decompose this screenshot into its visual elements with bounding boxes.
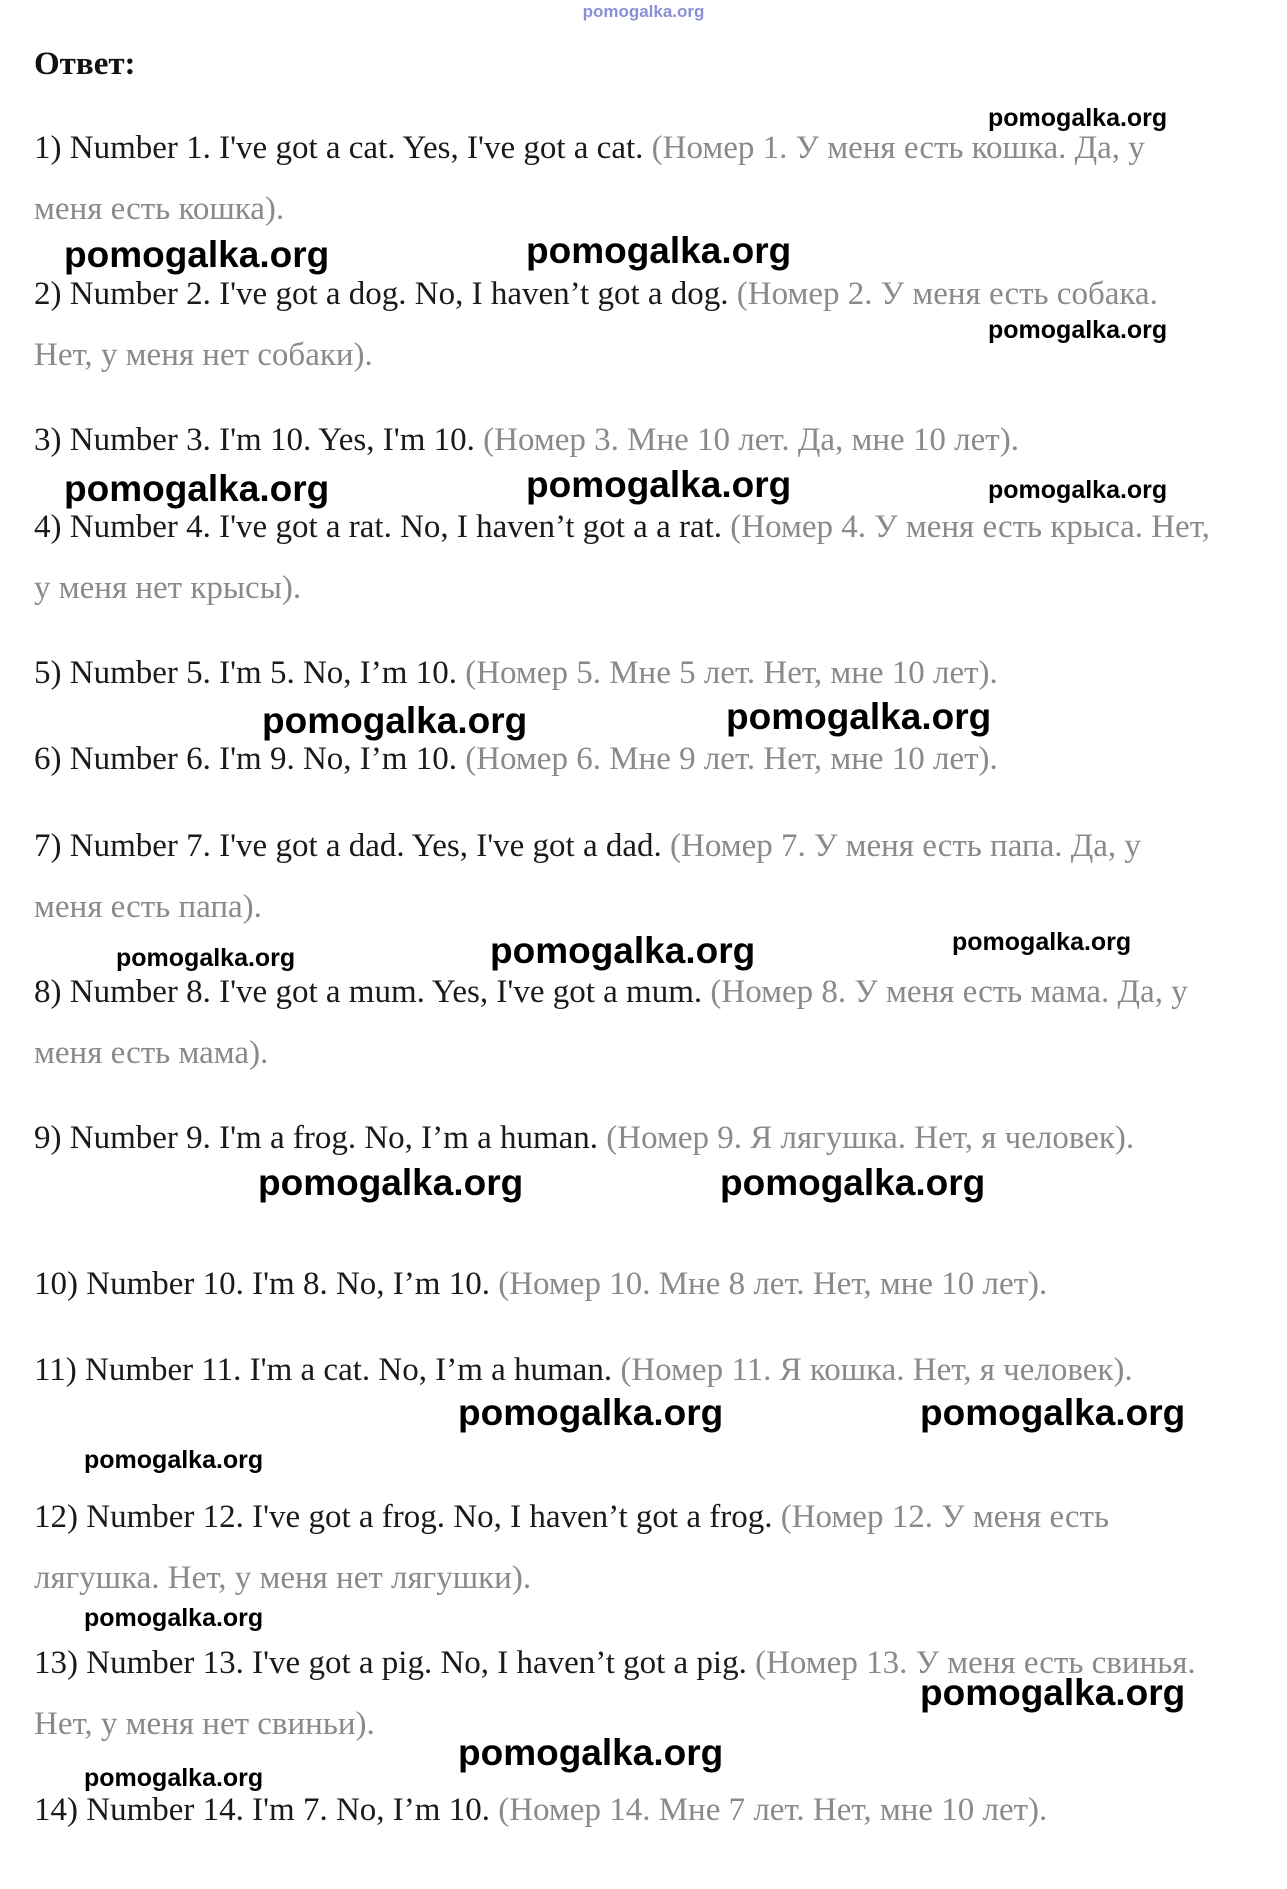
answer-item-9: 9) Number 9. I'm a frog. No, I’m a human. (Номер 9. Я лягушка. Нет, я человек). <box>34 1120 1135 1156</box>
watermark: pomogalka.org <box>920 1392 1186 1433</box>
watermark: pomogalka.org <box>84 1604 264 1632</box>
watermark: pomogalka.org <box>720 1162 986 1203</box>
watermark: pomogalka.org <box>84 1764 264 1792</box>
answer-heading: Ответ: <box>34 46 136 82</box>
watermark: pomogalka.org <box>258 1162 524 1203</box>
watermark: pomogalka.org <box>84 1446 264 1474</box>
answer-item-1: 1) Number 1. I've got a cat. Yes, I've got a cat. (Номер 1. У меня есть кошка. Да, у меня есть кошка). <box>34 130 1145 227</box>
watermark: pomogalka.org <box>458 1392 724 1433</box>
answer-item-6: 6) Number 6. I'm 9. No, I’m 10. (Номер 6. Мне 9 лет. Нет, мне 10 лет). <box>34 741 998 777</box>
watermark: pomogalka.org <box>526 230 792 271</box>
watermark: pomogalka.org <box>988 476 1168 504</box>
answer-item-10: 10) Number 10. I'm 8. No, I’m 10. (Номер 10. Мне 8 лет. Нет, мне 10 лет). <box>34 1266 1048 1302</box>
answer-item-2: 2) Number 2. I've got a dog. No, I haven’t got a dog. (Номер 2. У меня есть собака. Нет, у меня нет собаки). <box>34 276 1158 373</box>
answer-item-14: 14) Number 14. I'm 7. No, I’m 10. (Номер 14. Мне 7 лет. Нет, мне 10 лет). <box>34 1792 1048 1828</box>
answer-item-4: 4) Number 4. I've got a rat. No, I haven’t got a a rat. (Номер 4. У меня есть крыса. Нет, у меня нет крысы). <box>34 509 1210 606</box>
header-watermark: pomogalka.org <box>582 2 705 21</box>
answer-item-8: 8) Number 8. I've got a mum. Yes, I've got a mum. (Номер 8. У меня есть мама. Да, у меня есть мама). <box>34 974 1188 1071</box>
watermark: pomogalka.org <box>262 700 528 741</box>
watermark: pomogalka.org <box>726 696 992 737</box>
watermark: pomogalka.org <box>64 468 330 509</box>
answer-item-5: 5) Number 5. I'm 5. No, I’m 10. (Номер 5. Мне 5 лет. Нет, мне 10 лет). <box>34 655 998 691</box>
answer-item-7: 7) Number 7. I've got a dad. Yes, I've got a dad. (Номер 7. У меня есть папа. Да, у меня есть папа). <box>34 828 1141 925</box>
watermark: pomogalka.org <box>116 944 296 972</box>
watermark: pomogalka.org <box>988 316 1168 344</box>
answer-item-12: 12) Number 12. I've got a frog. No, I haven’t got a frog. (Номер 12. У меня есть лягушка. Нет, у меня нет лягушки). <box>34 1499 1110 1596</box>
watermark: pomogalka.org <box>526 464 792 505</box>
answer-item-13: 13) Number 13. I've got a pig. No, I haven’t got a pig. (Номер 13. У меня есть свинья. Нет, у меня нет свиньи). <box>34 1645 1196 1742</box>
answer-item-11: 11) Number 11. I'm a cat. No, I’m a human. (Номер 11. Я кошка. Нет, я человек). <box>34 1352 1133 1388</box>
answer-item-3: 3) Number 3. I'm 10. Yes, I'm 10. (Номер 3. Мне 10 лет. Да, мне 10 лет). <box>34 422 1019 458</box>
watermark: pomogalka.org <box>952 928 1132 956</box>
watermark: pomogalka.org <box>920 1672 1186 1713</box>
watermark: pomogalka.org <box>490 930 756 971</box>
watermark: pomogalka.org <box>988 104 1168 132</box>
watermark: pomogalka.org <box>64 234 330 275</box>
watermark: pomogalka.org <box>458 1732 724 1773</box>
